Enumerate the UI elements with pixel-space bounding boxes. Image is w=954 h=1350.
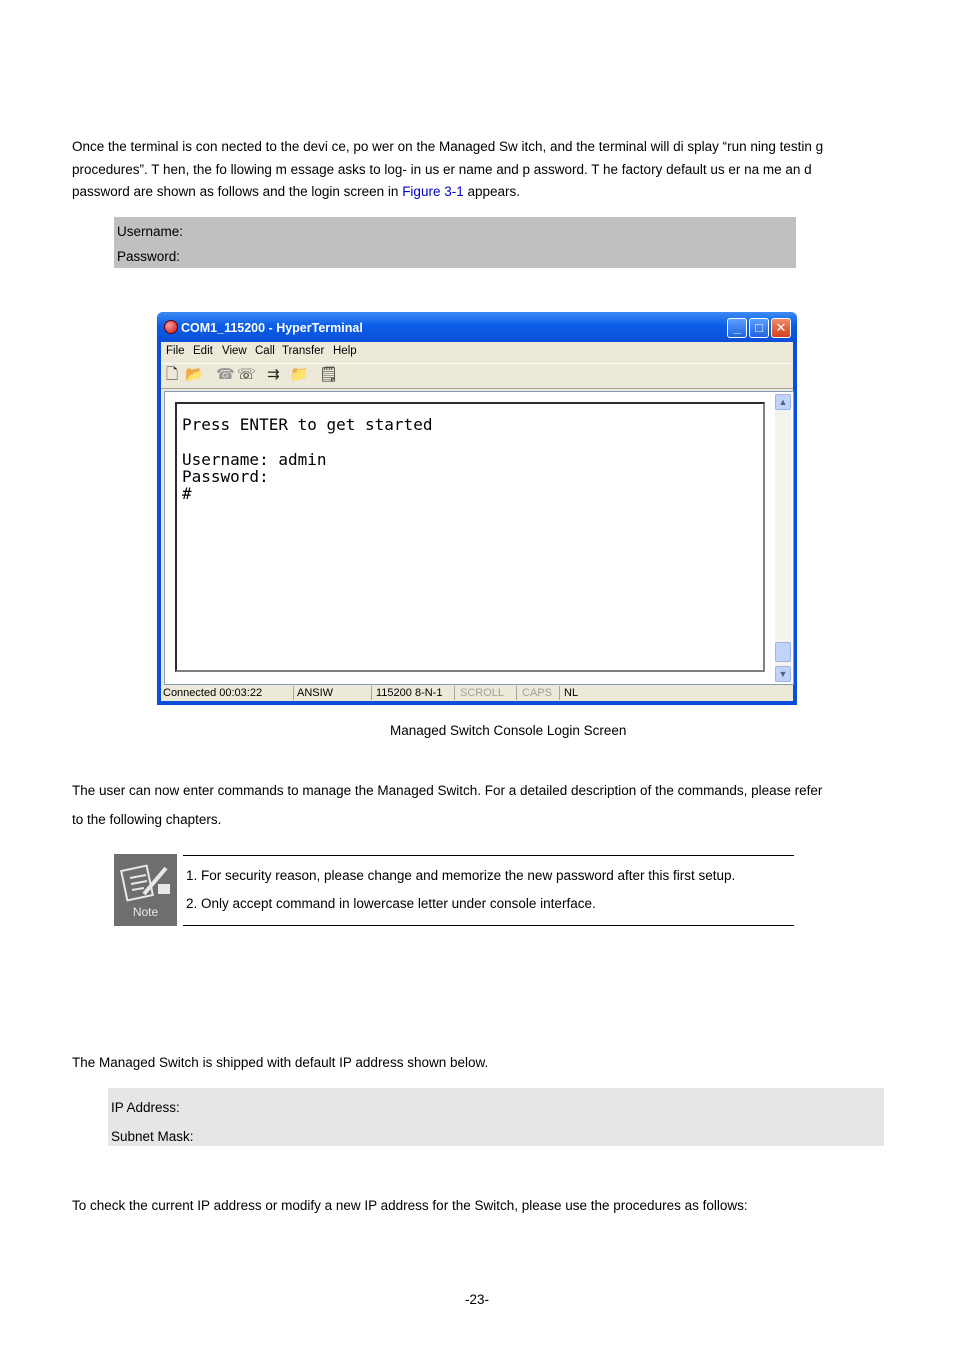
receive-file-icon[interactable]: 📁 (290, 366, 309, 383)
intro-line-3-end: appears. (463, 184, 521, 199)
scroll-up-icon[interactable]: ▲ (775, 394, 791, 410)
status-scroll: SCROLL (460, 687, 505, 699)
ip-intro: The Managed Switch is shipped with default IP address shown below. (72, 1055, 489, 1070)
status-connected: Connected 00:03:22 (163, 687, 263, 699)
intro-line-2: procedures”. T hen, the fo llowing m essage asks to log- in us er name and p assword. T he factory default us er na me an d (72, 161, 812, 177)
status-bar (161, 685, 793, 701)
subnet-mask-label: Subnet Mask: (111, 1129, 194, 1144)
check-ip-paragraph: To check the current IP address or modify a new IP address for the Switch, please use the procedures as follows: (72, 1198, 748, 1213)
window-titlebar[interactable] (157, 312, 797, 342)
connect-phone-icon[interactable]: ☎ (216, 366, 235, 383)
scroll-down-icon[interactable]: ▼ (775, 666, 791, 682)
menu-help[interactable]: Help (333, 345, 357, 357)
menu-bar (161, 342, 793, 362)
status-caps: CAPS (522, 687, 552, 699)
status-port: 115200 8-N-1 (376, 687, 443, 699)
note-item-2: 2. Only accept command in lowercase letter under console interface. (186, 896, 596, 911)
minimize-icon[interactable]: _ (727, 318, 747, 338)
note-label: Note (132, 905, 159, 919)
terminal-area[interactable] (164, 391, 794, 685)
status-emulation: ANSIW (297, 687, 334, 699)
note-top-rule (183, 855, 794, 856)
terminal-line-4: Password: (182, 467, 269, 486)
username-label: Username: (117, 224, 184, 239)
intro-line-1: Once the terminal is con nected to the devi ce, po wer on the Managed Sw itch, and the terminal will di splay “run ning testin g (72, 139, 824, 154)
intro-line-3: password are shown as follows and the login screen in (72, 184, 403, 199)
page-number: -23- (464, 1292, 489, 1307)
ip-address-label: IP Address: (111, 1100, 180, 1115)
toolbar (161, 363, 793, 389)
login-credentials-box (114, 217, 796, 268)
note-item-1: 1. For security reason, please change and memorize the new password after this first setup. (186, 868, 736, 883)
window-title: COM1_115200 - HyperTerminal (181, 321, 363, 335)
vertical-scrollbar[interactable] (775, 394, 791, 682)
scroll-thumb[interactable] (775, 642, 791, 662)
disconnect-icon[interactable]: ☏ (237, 366, 256, 383)
menu-transfer[interactable]: Transfer (282, 345, 325, 357)
terminal-screen[interactable] (175, 402, 765, 672)
close-icon[interactable]: ✕ (771, 318, 791, 338)
figure-caption: Managed Switch Console Login Screen (390, 723, 627, 738)
figure-link[interactable]: Figure 3-1 (402, 184, 464, 199)
menu-file[interactable]: File (166, 345, 185, 357)
open-folder-icon[interactable]: 📂 (185, 366, 204, 383)
menu-edit[interactable]: Edit (193, 345, 213, 357)
terminal-line-5: # (182, 484, 192, 503)
terminal-line-1: Press ENTER to get started (182, 415, 433, 434)
hyperterminal-window (157, 312, 797, 705)
note-icon (114, 854, 177, 926)
note-bottom-rule (183, 925, 794, 926)
commands-line-1: The user can now enter commands to manage the Managed Switch. For a detailed description of the commands, please refer (72, 783, 823, 798)
properties-icon[interactable]: 🗒 (319, 366, 339, 383)
password-label: Password: (117, 249, 181, 264)
send-file-icon[interactable]: ⇉ (267, 366, 280, 383)
terminal-line-3: Username: admin (182, 450, 327, 469)
commands-line-2: to the following chapters. (72, 812, 222, 827)
intro-paragraph (72, 136, 882, 204)
status-num: NL (564, 687, 579, 699)
menu-view[interactable]: View (222, 345, 247, 357)
window-client-area (161, 342, 793, 701)
maximize-icon[interactable]: □ (749, 318, 769, 338)
menu-call[interactable]: Call (255, 345, 275, 357)
hyperterminal-app-icon (164, 320, 178, 334)
ip-default-box (108, 1088, 884, 1146)
commands-paragraph (72, 776, 882, 834)
new-file-icon[interactable]: 🗋 (166, 366, 179, 383)
